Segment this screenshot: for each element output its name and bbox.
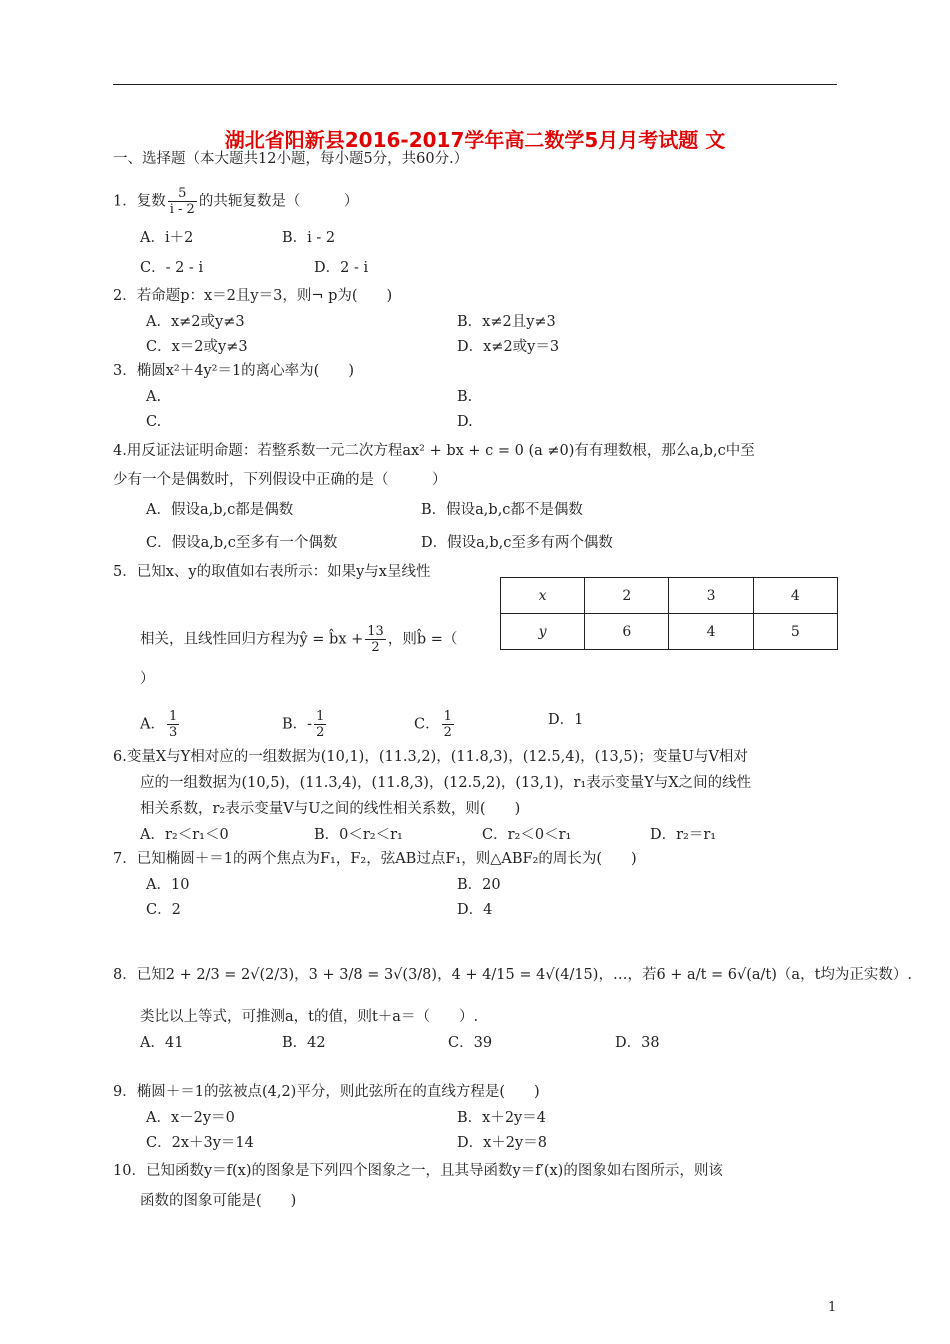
q6-option-a[interactable]: A．r₂＜r₁＜0 xyxy=(140,827,229,843)
question-1-stem xyxy=(113,186,358,217)
q2-option-a[interactable]: A．x≠2或y≠3 xyxy=(146,314,245,330)
table-cell: 4 xyxy=(753,578,837,614)
q7-option-b[interactable]: B．20 xyxy=(457,877,501,893)
data-table xyxy=(500,577,838,650)
q1-fraction: $\frac{5}{i - 2}$ xyxy=(169,186,195,217)
q4-option-a[interactable]: A．假设a,b,c都是偶数 xyxy=(146,502,294,518)
q3-option-b[interactable]: B. xyxy=(457,389,473,405)
q9-option-a[interactable]: A．x－2y＝0 xyxy=(146,1110,235,1126)
q8-option-a[interactable]: A．41 xyxy=(140,1035,184,1051)
question-8-line2: 类比以上等式，可推测a，t的值，则t＋a＝（ ）. xyxy=(140,1009,479,1025)
q5-fraction: $\frac{13}{2}$ xyxy=(367,624,384,655)
table-cell: x xyxy=(501,578,585,614)
q7-option-c[interactable]: C．2 xyxy=(146,902,181,918)
table-cell: 4 xyxy=(669,614,753,650)
q1-option-b[interactable]: B．i - 2 xyxy=(282,230,336,246)
question-6-line1: 6.变量X与Y相对应的一组数据为(10,1)，(11.3,2)，(11.8,3)，(12.5,4)，(13,5)；变量U与V相对 xyxy=(113,749,748,765)
q9-option-c[interactable]: C．2x＋3y＝14 xyxy=(146,1135,254,1151)
q6-option-c[interactable]: C．r₂＜0＜r₁ xyxy=(482,827,572,843)
table-cell: 5 xyxy=(753,614,837,650)
question-6-line2: 应的一组数据为(10,5)，(11.3,4)，(11.8,3)，(12.5,2)，(13,1)，r₁表示变量Y与X之间的线性 xyxy=(140,775,752,791)
q4-option-d[interactable]: D．假设a,b,c至多有两个偶数 xyxy=(421,535,613,551)
q1-option-d[interactable]: D．2 - i xyxy=(314,260,369,276)
q5-option-b[interactable]: B．- $\frac{1}{2}$ xyxy=(282,709,325,740)
q8-option-c[interactable]: C．39 xyxy=(448,1035,493,1051)
question-2-stem: 2．若命题p：x＝2且y＝3，则¬ p为( ) xyxy=(113,288,393,304)
q8-option-d[interactable]: D．38 xyxy=(615,1035,660,1051)
q8-option-b[interactable]: B．42 xyxy=(282,1035,326,1051)
question-5-line3: ） xyxy=(140,671,155,687)
table-cell: 2 xyxy=(585,578,669,614)
question-3-stem: 3．椭圆x²＋4y²＝1的离心率为( ) xyxy=(113,363,354,379)
table-cell: y xyxy=(501,614,585,650)
q9-option-d[interactable]: D．x＋2y＝8 xyxy=(457,1135,547,1151)
q8-equation-4: 6 + a/t = 6√(a/t) xyxy=(656,967,777,983)
page-number: 1 xyxy=(828,1300,837,1315)
q4-option-b[interactable]: B．假设a,b,c都不是偶数 xyxy=(421,502,583,518)
question-9-stem: 9．椭圆＋＝1的弦被点(4,2)平分，则此弦所在的直线方程是( ) xyxy=(113,1084,540,1100)
table-cell: 3 xyxy=(669,578,753,614)
q1-option-c[interactable]: C．- 2 - i xyxy=(140,260,204,276)
q9-option-b[interactable]: B．x＋2y＝4 xyxy=(457,1110,546,1126)
question-10-line2: 函数的图象可能是( ) xyxy=(140,1193,297,1209)
q2-option-b[interactable]: B．x≠2且y≠3 xyxy=(457,314,556,330)
q4-option-c[interactable]: C．假设a,b,c至多有一个偶数 xyxy=(146,535,338,551)
q8-equation-1: 2 + 2/3 = 2√(2/3) xyxy=(165,967,295,983)
question-8-line1: 8．已知2 + 2/3 = 2√(2/3)，3 + 3/8 = 3√(3/8)，4 + 4/15 = 4√(4/15)，…，若6 + a/t = 6√(a/t)（a，t均为正实数）. xyxy=(113,967,913,983)
q1-text-b: 的共轭复数是（ ） xyxy=(198,193,359,210)
question-5-line1: 5．已知x、y的取值如右表所示：如果y与x呈线性 xyxy=(113,564,431,580)
table-cell: 6 xyxy=(585,614,669,650)
question-6-line3: 相关系数，r₂表示变量V与U之间的线性相关系数，则( ) xyxy=(140,801,521,817)
question-4-line1: 4.用反证法证明命题：若整系数一元二次方程ax² + bx + c = 0 (a ≠0)有有理数根，那么a,b,c中至 xyxy=(113,443,755,459)
q5-option-d[interactable]: D．1 xyxy=(548,712,584,728)
q1-option-a[interactable]: A．i＋2 xyxy=(140,230,194,246)
q3-option-a[interactable]: A. xyxy=(146,389,162,405)
table-row xyxy=(501,614,838,650)
question-4-line2: 少有一个是偶数时，下列假设中正确的是（ ） xyxy=(113,472,447,488)
table-row xyxy=(501,578,838,614)
q5-option-a[interactable]: A． $\frac{1}{3}$ xyxy=(140,709,178,740)
question-5-line2 xyxy=(140,624,457,655)
q1-text-a: 1．复数 xyxy=(113,193,166,210)
q3-option-d[interactable]: D. xyxy=(457,414,473,430)
q2-option-c[interactable]: C．x＝2或y≠3 xyxy=(146,339,248,355)
q7-option-a[interactable]: A．10 xyxy=(146,877,190,893)
q6-option-d[interactable]: D．r₂＝r₁ xyxy=(650,827,717,843)
q7-option-d[interactable]: D．4 xyxy=(457,902,493,918)
q5-text-b: ，则b̂ =（ xyxy=(387,631,458,648)
q8-equation-3: 4 + 4/15 = 4√(4/15) xyxy=(451,967,599,983)
q2-option-d[interactable]: D．x≠2或y＝3 xyxy=(457,339,560,355)
q3-option-c[interactable]: C. xyxy=(146,414,162,430)
section-heading: 一、选择题（本大题共12小题，每小题5分，共60分.） xyxy=(113,151,469,167)
q5-option-c[interactable]: C． $\frac{1}{2}$ xyxy=(414,709,452,740)
question-7-stem: 7．已知椭圆＋＝1的两个焦点为F₁，F₂，弦AB过点F₁，则△ABF₂的周长为( ) xyxy=(113,851,637,867)
header-rule xyxy=(113,84,837,85)
q5-text-a: 相关，且线性回归方程为ŷ = b̂x + xyxy=(140,631,364,648)
q8-equation-2: 3 + 3/8 = 3√(3/8) xyxy=(308,967,438,983)
q6-option-b[interactable]: B．0＜r₂＜r₁ xyxy=(314,827,403,843)
question-10-line1: 10．已知函数y＝f(x)的图象是下列四个图象之一，且其导函数y＝f′(x)的图象如右图所示，则该 xyxy=(113,1163,723,1179)
page-title: 湖北省阳新县2016-2017学年高二数学5月月考试题 文 xyxy=(224,128,726,152)
